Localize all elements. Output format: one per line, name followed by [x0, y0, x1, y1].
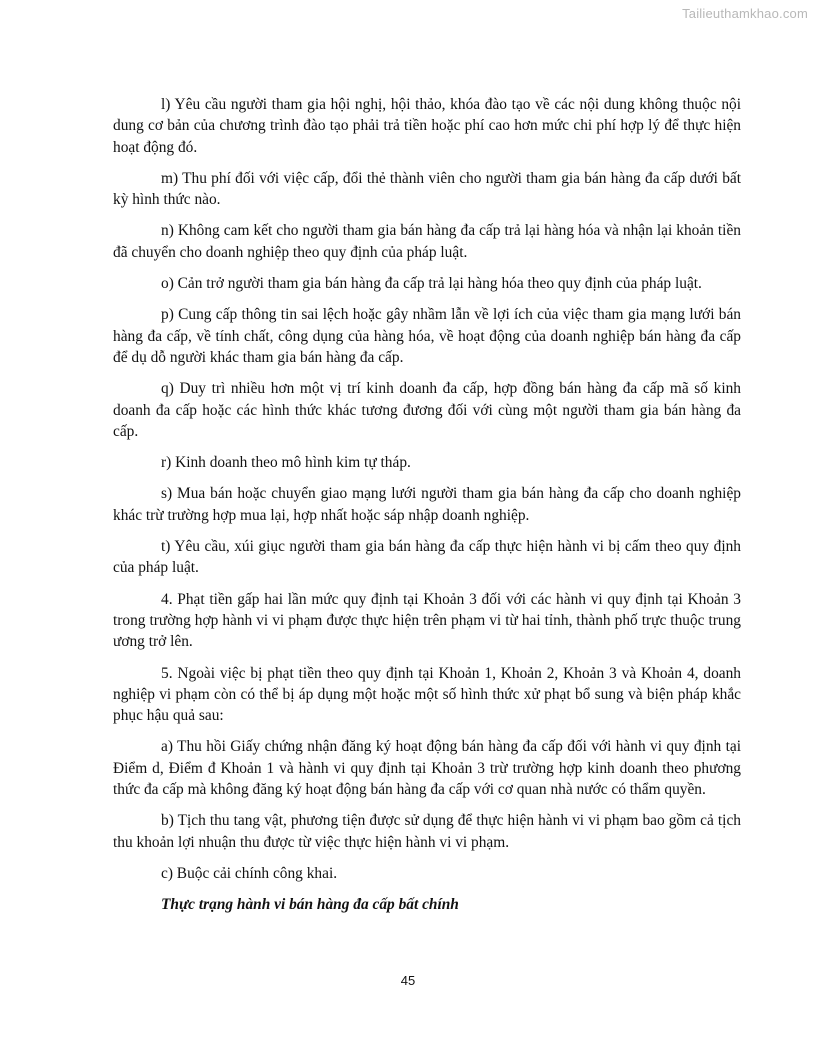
paragraph-4: 4. Phạt tiền gấp hai lần mức quy định tại Khoản 3 đối với các hành vi quy định tại Khoản 3 trong trường hợp hành vi vi phạm được thực hiện trên phạm vi từ hai tỉnh, thành phố trực thuộc trung ương trở lên.	[113, 590, 741, 651]
paragraph-n: n) Không cam kết cho người tham gia bán hàng đa cấp trả lại hàng hóa và nhận lại khoản tiền đã chuyển cho doanh nghiệp theo quy định của pháp luật.	[113, 222, 741, 261]
paragraph-5c: c) Buộc cải chính công khai.	[161, 864, 338, 882]
paragraph-t: t) Yêu cầu, xúi giục người tham gia bán hàng đa cấp thực hiện hành vi bị cấm theo quy định của pháp luật.	[113, 538, 741, 577]
paragraph-l: l) Yêu cầu người tham gia hội nghị, hội thảo, khóa đào tạo về các nội dung không thuộc nội dung cơ bản của chương trình đào tạo phải trả tiền hoặc phí cao hơn mức chi phí hợp lý để thực hiện hoạt động đó.	[113, 96, 741, 156]
paragraph-q: q) Duy trì nhiều hơn một vị trí kinh doanh đa cấp, hợp đồng bán hàng đa cấp mã số kinh doanh đa cấp hoặc các hình thức khác tương đương đối với cùng một người tham gia bán hàng đa cấp.	[113, 380, 741, 440]
paragraph-5: 5. Ngoài việc bị phạt tiền theo quy định tại Khoản 1, Khoản 2, Khoản 3 và Khoản 4, doanh nghiệp vi phạm còn có thể bị áp dụng một hoặc một số hình thức xử phạt bổ sung và biện pháp khắc phục hậu quả sau:	[113, 664, 741, 725]
paragraph-5b: b) Tịch thu tang vật, phương tiện được sử dụng để thực hiện hành vi vi phạm bao gồm cả tịch thu khoản lợi nhuận thu được từ việc thực hiện hành vi vi phạm.	[113, 812, 741, 851]
paragraph-o: o) Cản trở người tham gia bán hàng đa cấp trả lại hàng hóa theo quy định của pháp luật.	[161, 275, 702, 293]
paragraph-s: s) Mua bán hoặc chuyển giao mạng lưới người tham gia bán hàng đa cấp cho doanh nghiệp khác trừ trường hợp mua lại, hợp nhất hoặc sáp nhập doanh nghiệp.	[113, 485, 741, 524]
watermark: Tailieuthamkhao.com	[682, 6, 808, 21]
paragraph-5a: a) Thu hồi Giấy chứng nhận đăng ký hoạt động bán hàng đa cấp đối với hành vi quy định tại Điểm d, Điểm đ Khoản 1 và hành vi quy định tại Khoản 3 trừ trường hợp kinh doanh theo phương thức đa cấp mà không đăng ký hoạt động bán hàng đa cấp với cơ quan nhà nước có thẩm quyền.	[113, 738, 741, 799]
page-number: 45	[400, 973, 416, 988]
paragraph-r: r) Kinh doanh theo mô hình kim tự tháp.	[161, 454, 411, 472]
page-body	[113, 94, 741, 916]
paragraph-m: m) Thu phí đối với việc cấp, đổi thẻ thành viên cho người tham gia bán hàng đa cấp dưới bất kỳ hình thức nào.	[113, 169, 741, 209]
section-heading: Thực trạng hành vi bán hàng đa cấp bất chính	[161, 896, 459, 914]
paragraph-p: p) Cung cấp thông tin sai lệch hoặc gây nhầm lẫn về lợi ích của việc tham gia mạng lưới bán hàng đa cấp, về tính chất, công dụng của hàng hóa, về hoạt động của doanh nghiệp bán hàng đa cấp để dụ dỗ người khác tham gia bán hàng đa cấp.	[113, 306, 741, 366]
